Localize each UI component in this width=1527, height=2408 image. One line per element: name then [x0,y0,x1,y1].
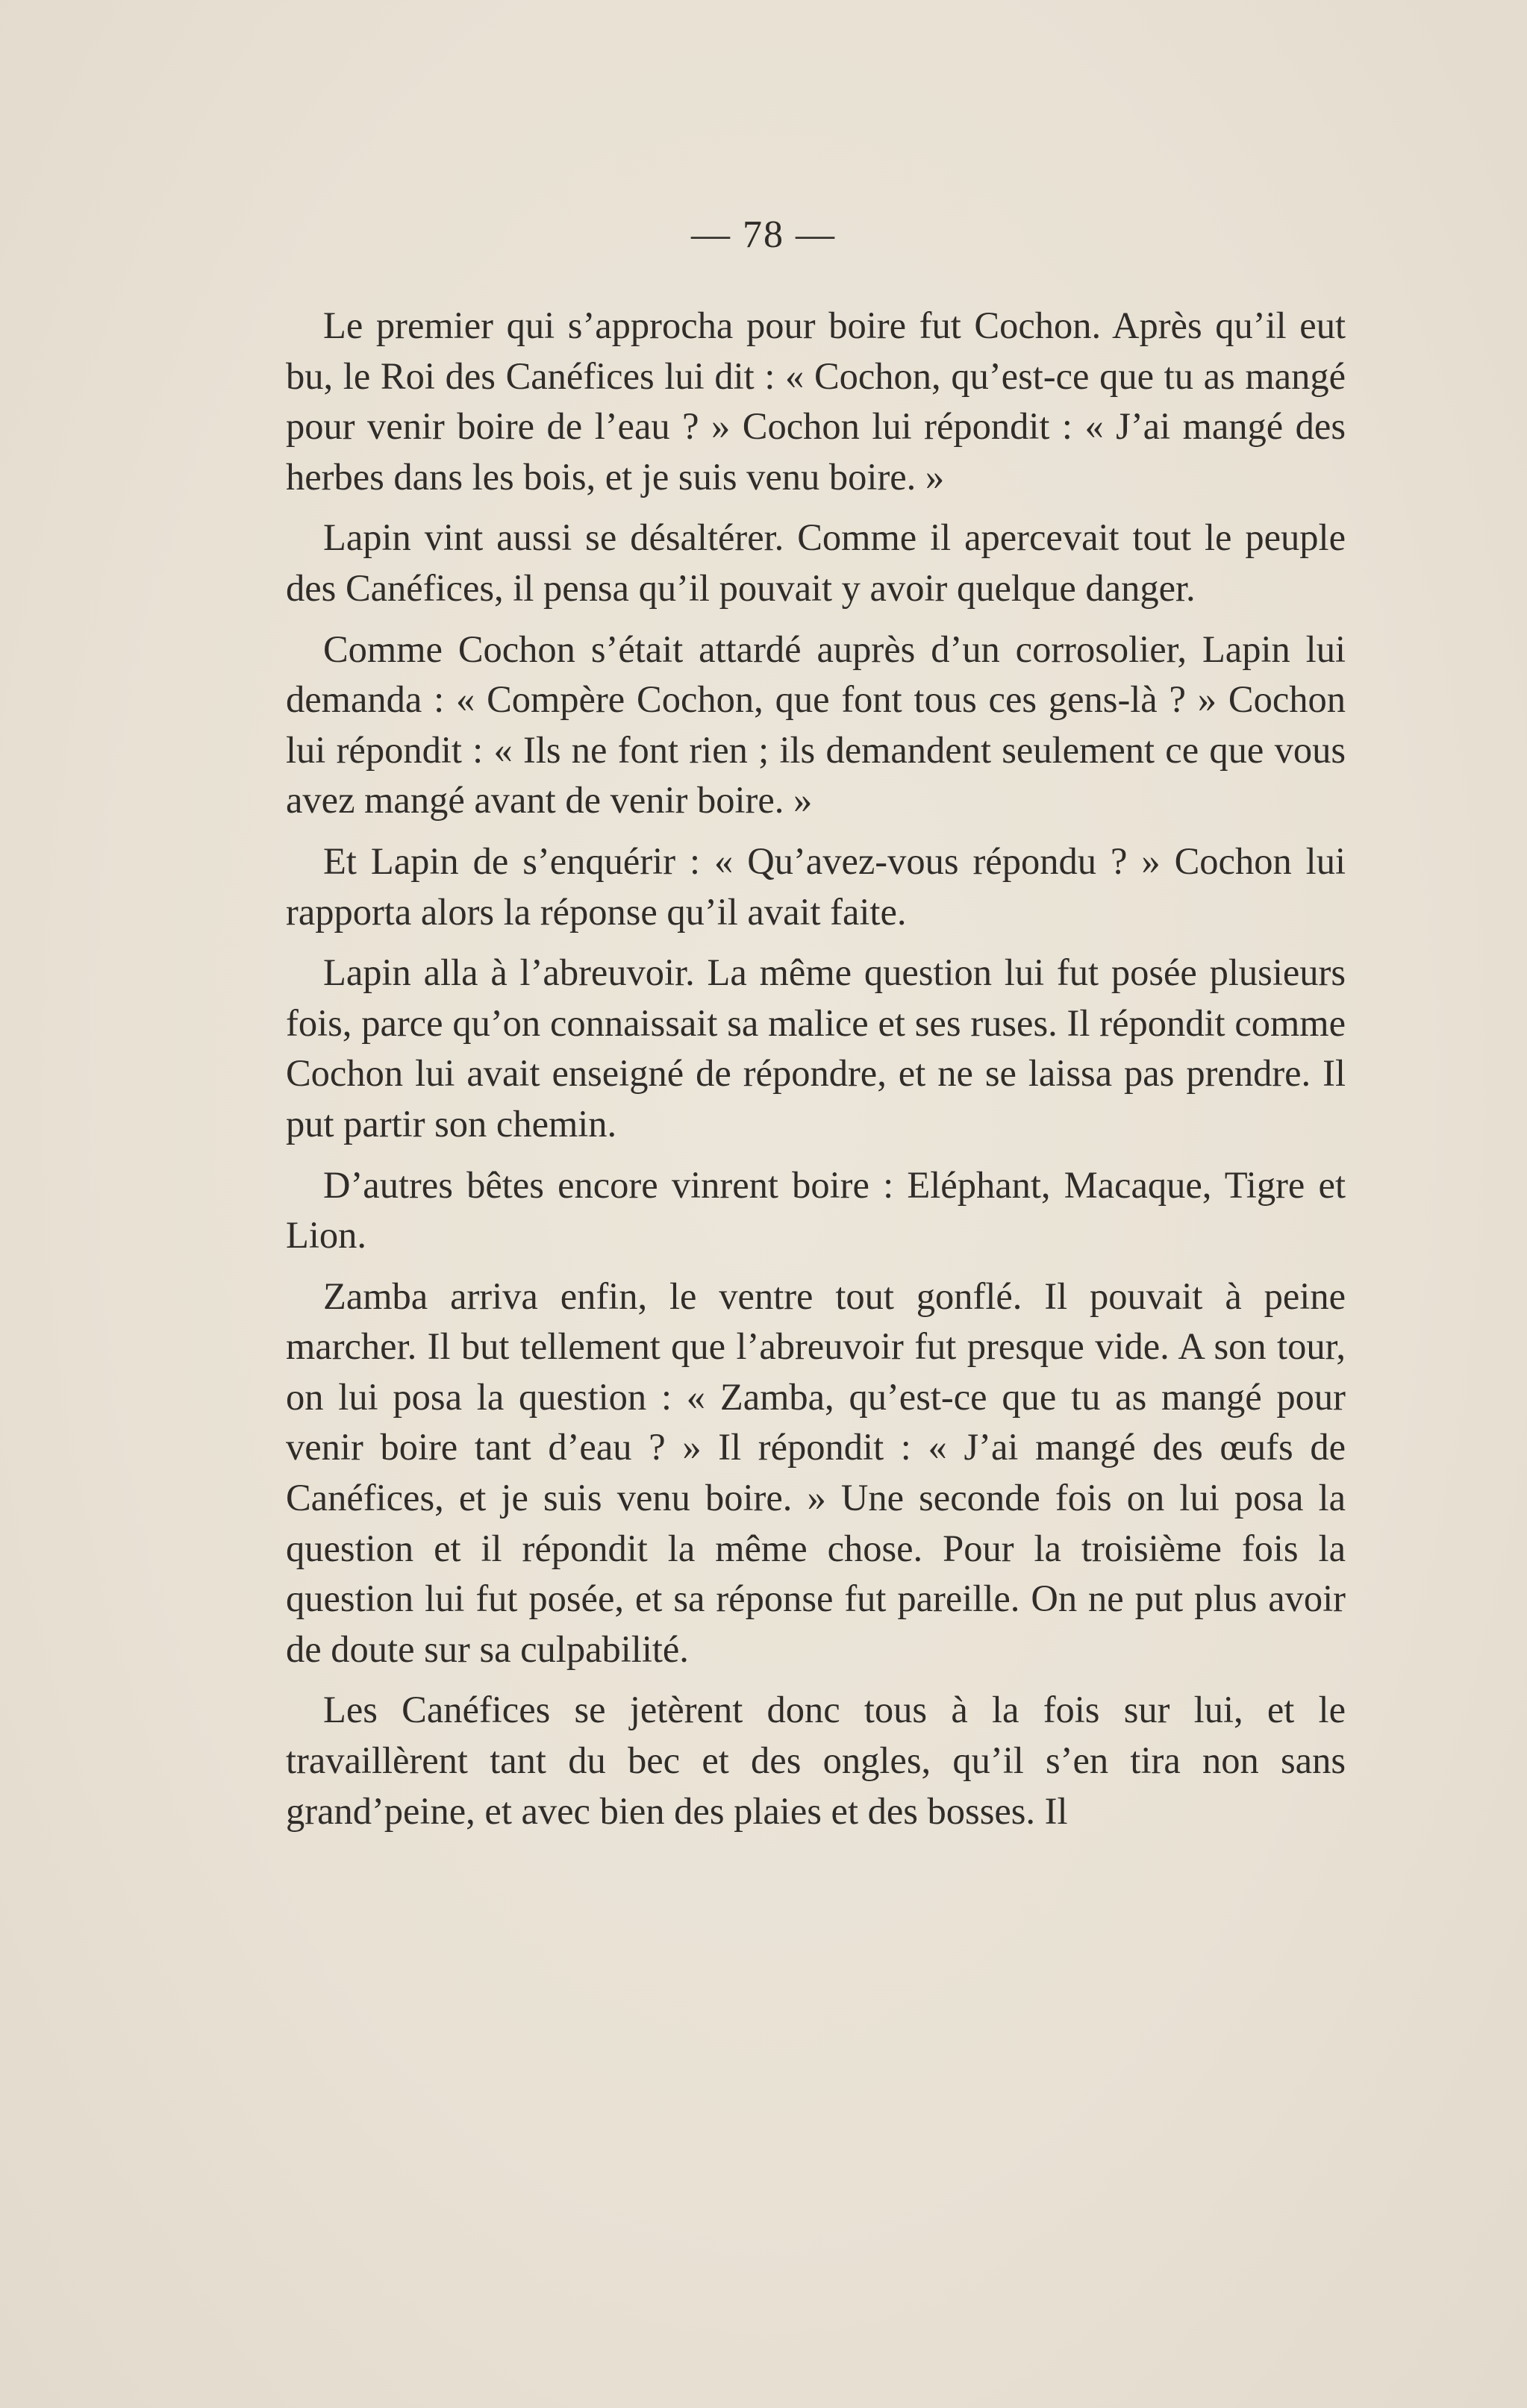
paragraph: Zamba arriva enfin, le ventre tout gonflé. Il pouvait à peine marcher. Il but tellement que l’abreuvoir fut presque vide. A son tour, on lui posa la question : « Zamba, qu’est-ce que tu as mangé pour venir boire tant d’eau ? » Il répondit : « J’ai mangé des œufs de Canéfices, et je suis venu boire. » Une seconde fois on lui posa la question et il répondit la même chose. Pour la troisième fois la question lui fut posée, et sa réponse fut pareille. On ne put plus avoir de doute sur sa culpabilité. [286,1275,1346,1670]
paragraph: D’autres bêtes encore vinrent boire : Eléphant, Macaque, Tigre et Lion. [286,1163,1346,1257]
paragraph: Le premier qui s’approcha pour boire fut Cochon. Après qu’il eut bu, le Roi des Canéfices lui dit : « Cochon, qu’est-ce que tu as mangé pour venir boire de l’eau ? » Cochon lui répondit : « J’ai mangé des herbes dans les bois, et je suis venu boire. » [286,304,1346,498]
paragraph: Lapin alla à l’abreuvoir. La même question lui fut posée plusieurs fois, parce qu’on connaissait sa malice et ses ruses. Il répondit comme Cochon lui avait enseigné de répondre, et ne se laissa pas prendre. Il put partir son chemin. [286,951,1346,1145]
body-text [286,301,1346,1836]
paragraph: Lapin vint aussi se désaltérer. Comme il apercevait tout le peuple des Canéfices, il pensa qu’il pouvait y avoir quelque danger. [286,516,1346,609]
paragraph: Les Canéfices se jetèrent donc tous à la fois sur lui, et le travaillèrent tant du bec et des ongles, qu’il s’en tira non sans grand’peine, et avec bien des plaies et des bosses. Il [286,1689,1346,1832]
paragraph: Comme Cochon s’était attardé auprès d’un corrosolier, Lapin lui demanda : « Compère Cochon, que font tous ces gens-là ? » Cochon lui répondit : « Ils ne font rien ; ils demandent seulement ce que vous avez mangé avant de venir boire. » [286,628,1346,822]
page-number: — 78 — [691,213,836,256]
paragraph: Et Lapin de s’enquérir : « Qu’avez-vous répondu ? » Cochon lui rapporta alors la réponse qu’il avait faite. [286,839,1346,933]
